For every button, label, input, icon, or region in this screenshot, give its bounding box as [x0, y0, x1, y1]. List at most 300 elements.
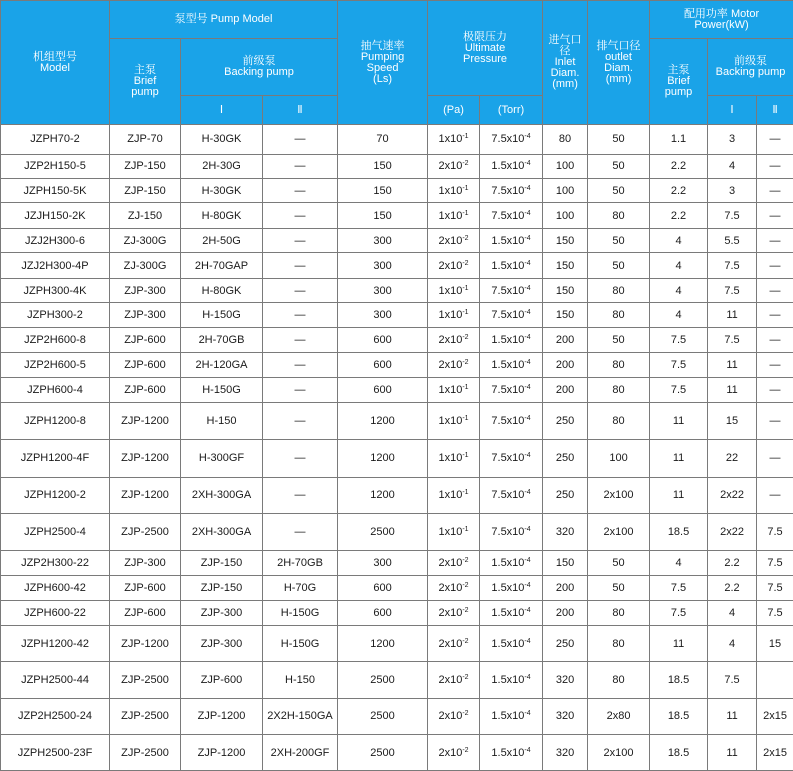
main-pump-cell: ZJP-70: [110, 125, 181, 155]
table-row: [1, 698, 793, 735]
model-cell: JZPH2500-4: [1, 514, 110, 551]
main-pump-cell: ZJP-150: [110, 154, 181, 178]
inlet-diameter-cell: 150: [543, 278, 588, 302]
outlet-diameter-cell: 80: [588, 203, 650, 228]
inlet-diameter-cell: 250: [543, 403, 588, 440]
motor-backing-1-power-cell: 4: [708, 154, 757, 178]
outlet-diameter-cell: 50: [588, 179, 650, 203]
motor-backing-1-power-cell: 22: [708, 439, 757, 477]
outlet-diameter-cell: 80: [588, 600, 650, 625]
backing-pump-2-cell: —: [263, 303, 338, 327]
backing-pump-1-cell: 2XH-300GA: [181, 514, 263, 551]
main-pump-cell: ZJP-300: [110, 303, 181, 327]
motor-backing-1-power-cell: 4: [708, 600, 757, 625]
main-pump-cell: ZJP-600: [110, 576, 181, 600]
torr-pressure-cell: $1.5x10^{-4}$: [480, 576, 543, 600]
main-pump-cell: ZJP-2500: [110, 661, 181, 698]
table-row: [1, 179, 793, 203]
backing-pump-2-cell: —: [263, 253, 338, 278]
backing-pump-2-cell: H-70G: [263, 576, 338, 600]
torr-pressure-cell: $1.5x10^{-4}$: [480, 253, 543, 278]
header-inlet-diameter: 进气口 径 Inlet Diam. (mm): [543, 1, 588, 125]
torr-pressure-cell: $7.5x10^{-4}$: [480, 377, 543, 402]
inlet-diameter-cell: 250: [543, 477, 588, 514]
outlet-diameter-cell: 80: [588, 403, 650, 440]
table-row: [1, 514, 793, 551]
motor-backing-2-power-cell: —: [757, 179, 793, 203]
inlet-diameter-cell: 100: [543, 203, 588, 228]
backing-pump-2-cell: 2H-70GB: [263, 550, 338, 575]
table-row: [1, 439, 793, 477]
outlet-diameter-cell: 2x100: [588, 514, 650, 551]
motor-backing-2-power-cell: —: [757, 377, 793, 402]
table-row: [1, 353, 793, 377]
torr-pressure-cell: $7.5x10^{-4}$: [480, 514, 543, 551]
motor-main-power-cell: 11: [650, 403, 708, 440]
backing-pump-2-cell: —: [263, 278, 338, 302]
motor-backing-1-power-cell: 2.2: [708, 550, 757, 575]
torr-pressure-cell: $7.5x10^{-4}$: [480, 125, 543, 155]
motor-backing-1-power-cell: 7.5: [708, 203, 757, 228]
pumping-speed-cell: 1200: [338, 439, 428, 477]
main-pump-cell: ZJP-300: [110, 278, 181, 302]
table-row: [1, 377, 793, 402]
backing-pump-2-cell: —: [263, 179, 338, 203]
header-pa-unit: (Pa): [428, 96, 480, 125]
pumping-speed-cell: 2500: [338, 514, 428, 551]
motor-backing-1-power-cell: 11: [708, 698, 757, 735]
motor-backing-1-power-cell: 2x22: [708, 477, 757, 514]
outlet-diameter-cell: 50: [588, 228, 650, 252]
motor-main-power-cell: 4: [650, 253, 708, 278]
motor-main-power-cell: 11: [650, 626, 708, 662]
motor-backing-1-power-cell: 15: [708, 403, 757, 440]
motor-main-power-cell: 4: [650, 303, 708, 327]
torr-pressure-cell: $1.5x10^{-4}$: [480, 353, 543, 377]
torr-pressure-cell: $7.5x10^{-4}$: [480, 203, 543, 228]
inlet-diameter-cell: 200: [543, 600, 588, 625]
motor-main-power-cell: 2.2: [650, 179, 708, 203]
main-pump-cell: ZJP-600: [110, 377, 181, 402]
backing-pump-1-cell: H-80GK: [181, 278, 263, 302]
outlet-diameter-cell: 80: [588, 661, 650, 698]
torr-pressure-cell: $1.5x10^{-4}$: [480, 600, 543, 625]
outlet-diameter-cell: 50: [588, 576, 650, 600]
pa-pressure-cell: $2x10^{-2}$: [428, 253, 480, 278]
model-cell: JZPH70-2: [1, 125, 110, 155]
table-row: [1, 403, 793, 440]
header-ultimate-pressure: 极限压力 Ultimate Pressure: [428, 1, 543, 96]
torr-pressure-cell: $1.5x10^{-4}$: [480, 698, 543, 735]
outlet-diameter-cell: 80: [588, 353, 650, 377]
backing-pump-2-cell: H-150G: [263, 626, 338, 662]
table-row: [1, 203, 793, 228]
header-unit-model: 机组型号 Model: [1, 1, 110, 125]
main-pump-cell: ZJP-300: [110, 550, 181, 575]
motor-backing-2-power-cell: 7.5: [757, 514, 793, 551]
motor-backing-1-power-cell: 7.5: [708, 278, 757, 302]
header-motor-main-pump: 主泵 Brief pump: [650, 39, 708, 125]
pumping-speed-cell: 70: [338, 125, 428, 155]
torr-pressure-cell: $1.5x10^{-4}$: [480, 735, 543, 771]
pa-pressure-cell: $2x10^{-2}$: [428, 154, 480, 178]
main-pump-cell: ZJP-2500: [110, 735, 181, 771]
torr-pressure-cell: $1.5x10^{-4}$: [480, 228, 543, 252]
motor-backing-2-power-cell: 7.5: [757, 576, 793, 600]
motor-main-power-cell: 7.5: [650, 600, 708, 625]
backing-pump-1-cell: H-300GF: [181, 439, 263, 477]
pumping-speed-cell: 600: [338, 353, 428, 377]
pa-pressure-cell: $2x10^{-2}$: [428, 661, 480, 698]
torr-pressure-cell: $1.5x10^{-4}$: [480, 327, 543, 352]
inlet-diameter-cell: 200: [543, 377, 588, 402]
torr-pressure-cell: $7.5x10^{-4}$: [480, 278, 543, 302]
table-row: [1, 600, 793, 625]
pa-pressure-cell: $1x10^{-1}$: [428, 278, 480, 302]
motor-backing-2-power-cell: [757, 661, 793, 698]
inlet-diameter-cell: 320: [543, 735, 588, 771]
motor-backing-2-power-cell: —: [757, 253, 793, 278]
torr-pressure-cell: $7.5x10^{-4}$: [480, 403, 543, 440]
motor-main-power-cell: 2.2: [650, 154, 708, 178]
model-cell: JZJ2H300-6: [1, 228, 110, 252]
model-cell: JZPH600-22: [1, 600, 110, 625]
pa-pressure-cell: $1x10^{-1}$: [428, 377, 480, 402]
backing-pump-2-cell: 2X2H-150GA: [263, 698, 338, 735]
backing-pump-1-cell: ZJP-300: [181, 626, 263, 662]
motor-backing-2-power-cell: —: [757, 327, 793, 352]
motor-backing-2-power-cell: —: [757, 203, 793, 228]
pumping-speed-cell: 1200: [338, 477, 428, 514]
motor-backing-1-power-cell: 4: [708, 626, 757, 662]
model-cell: JZJ2H300-4P: [1, 253, 110, 278]
outlet-diameter-cell: 50: [588, 154, 650, 178]
backing-pump-1-cell: ZJP-300: [181, 600, 263, 625]
pumping-speed-cell: 1200: [338, 403, 428, 440]
spec-table-body: [1, 125, 793, 771]
backing-pump-2-cell: —: [263, 154, 338, 178]
pa-pressure-cell: $2x10^{-2}$: [428, 626, 480, 662]
motor-backing-2-power-cell: —: [757, 125, 793, 155]
inlet-diameter-cell: 320: [543, 698, 588, 735]
outlet-diameter-cell: 2x100: [588, 477, 650, 514]
table-row: [1, 154, 793, 178]
motor-main-power-cell: 18.5: [650, 735, 708, 771]
motor-backing-1-power-cell: 11: [708, 303, 757, 327]
inlet-diameter-cell: 250: [543, 626, 588, 662]
backing-pump-1-cell: ZJP-150: [181, 576, 263, 600]
motor-main-power-cell: 2.2: [650, 203, 708, 228]
pumping-speed-cell: 600: [338, 576, 428, 600]
motor-backing-1-power-cell: 7.5: [708, 661, 757, 698]
outlet-diameter-cell: 80: [588, 303, 650, 327]
main-pump-cell: ZJP-600: [110, 600, 181, 625]
motor-backing-2-power-cell: 7.5: [757, 600, 793, 625]
main-pump-cell: ZJ-300G: [110, 228, 181, 252]
outlet-diameter-cell: 50: [588, 125, 650, 155]
main-pump-cell: ZJP-1200: [110, 439, 181, 477]
motor-backing-1-power-cell: 11: [708, 353, 757, 377]
motor-backing-2-power-cell: 15: [757, 626, 793, 662]
backing-pump-2-cell: —: [263, 327, 338, 352]
motor-main-power-cell: 1.1: [650, 125, 708, 155]
torr-pressure-cell: $7.5x10^{-4}$: [480, 179, 543, 203]
outlet-diameter-cell: 80: [588, 626, 650, 662]
motor-backing-1-power-cell: 3: [708, 125, 757, 155]
motor-main-power-cell: 18.5: [650, 514, 708, 551]
inlet-diameter-cell: 150: [543, 228, 588, 252]
backing-pump-1-cell: 2H-70GB: [181, 327, 263, 352]
backing-pump-1-cell: H-80GK: [181, 203, 263, 228]
main-pump-cell: ZJP-2500: [110, 698, 181, 735]
header-torr-unit: (Torr): [480, 96, 543, 125]
outlet-diameter-cell: 100: [588, 439, 650, 477]
table-row: [1, 125, 793, 155]
torr-pressure-cell: $1.5x10^{-4}$: [480, 661, 543, 698]
pumping-speed-cell: 300: [338, 550, 428, 575]
model-cell: JZP2H2500-24: [1, 698, 110, 735]
pa-pressure-cell: $1x10^{-1}$: [428, 179, 480, 203]
header-pump-model: 泵型号 Pump Model: [110, 1, 338, 39]
pa-pressure-cell: $2x10^{-2}$: [428, 353, 480, 377]
model-cell: JZPH150-5K: [1, 179, 110, 203]
motor-backing-1-power-cell: 5.5: [708, 228, 757, 252]
table-row: [1, 303, 793, 327]
header-stage-2: Ⅱ: [263, 96, 338, 125]
pa-pressure-cell: $1x10^{-1}$: [428, 303, 480, 327]
pumping-speed-cell: 300: [338, 278, 428, 302]
backing-pump-1-cell: 2H-70GAP: [181, 253, 263, 278]
backing-pump-2-cell: 2XH-200GF: [263, 735, 338, 771]
pa-pressure-cell: $2x10^{-2}$: [428, 600, 480, 625]
torr-pressure-cell: $7.5x10^{-4}$: [480, 439, 543, 477]
model-cell: JZPH600-42: [1, 576, 110, 600]
backing-pump-2-cell: —: [263, 353, 338, 377]
header-motor-stage-2: Ⅱ: [757, 96, 793, 125]
header-pumping-speed: 抽气速率 Pumping Speed (Ls): [338, 1, 428, 125]
motor-backing-2-power-cell: —: [757, 154, 793, 178]
main-pump-cell: ZJP-1200: [110, 626, 181, 662]
pa-pressure-cell: $2x10^{-2}$: [428, 576, 480, 600]
pumping-speed-cell: 300: [338, 253, 428, 278]
inlet-diameter-cell: 200: [543, 576, 588, 600]
model-cell: JZPH1200-8: [1, 403, 110, 440]
motor-main-power-cell: 18.5: [650, 661, 708, 698]
motor-backing-2-power-cell: 2x15: [757, 735, 793, 771]
motor-backing-2-power-cell: —: [757, 353, 793, 377]
motor-backing-2-power-cell: —: [757, 228, 793, 252]
backing-pump-1-cell: ZJP-1200: [181, 698, 263, 735]
inlet-diameter-cell: 200: [543, 327, 588, 352]
torr-pressure-cell: $1.5x10^{-4}$: [480, 550, 543, 575]
inlet-diameter-cell: 100: [543, 154, 588, 178]
model-cell: JZPH600-4: [1, 377, 110, 402]
backing-pump-1-cell: H-150: [181, 403, 263, 440]
motor-backing-2-power-cell: —: [757, 477, 793, 514]
motor-main-power-cell: 7.5: [650, 377, 708, 402]
main-pump-cell: ZJP-600: [110, 327, 181, 352]
pumping-speed-cell: 600: [338, 600, 428, 625]
header-motor-power: 配用功率 Motor Power(kW): [650, 1, 793, 39]
motor-backing-1-power-cell: 2.2: [708, 576, 757, 600]
pumping-speed-cell: 2500: [338, 661, 428, 698]
torr-pressure-cell: $1.5x10^{-4}$: [480, 154, 543, 178]
motor-backing-1-power-cell: 11: [708, 735, 757, 771]
inlet-diameter-cell: 100: [543, 179, 588, 203]
backing-pump-1-cell: ZJP-150: [181, 550, 263, 575]
model-cell: JZPH1200-42: [1, 626, 110, 662]
backing-pump-1-cell: ZJP-1200: [181, 735, 263, 771]
main-pump-cell: ZJP-150: [110, 179, 181, 203]
pumping-speed-cell: 600: [338, 327, 428, 352]
header-outlet-diameter: 排气口径 outlet Diam. (mm): [588, 1, 650, 125]
table-row: [1, 550, 793, 575]
pumping-speed-cell: 300: [338, 303, 428, 327]
motor-backing-2-power-cell: —: [757, 403, 793, 440]
pa-pressure-cell: $1x10^{-1}$: [428, 514, 480, 551]
main-pump-cell: ZJ-300G: [110, 253, 181, 278]
table-row: [1, 477, 793, 514]
outlet-diameter-cell: 2x80: [588, 698, 650, 735]
backing-pump-1-cell: H-30GK: [181, 179, 263, 203]
backing-pump-2-cell: H-150G: [263, 600, 338, 625]
motor-backing-1-power-cell: 7.5: [708, 253, 757, 278]
motor-backing-2-power-cell: —: [757, 303, 793, 327]
torr-pressure-cell: $7.5x10^{-4}$: [480, 303, 543, 327]
inlet-diameter-cell: 80: [543, 125, 588, 155]
pa-pressure-cell: $1x10^{-1}$: [428, 125, 480, 155]
main-pump-cell: ZJP-2500: [110, 514, 181, 551]
pumping-speed-cell: 150: [338, 154, 428, 178]
inlet-diameter-cell: 150: [543, 253, 588, 278]
table-row: [1, 735, 793, 771]
outlet-diameter-cell: 50: [588, 253, 650, 278]
outlet-diameter-cell: 80: [588, 377, 650, 402]
main-pump-cell: ZJP-600: [110, 353, 181, 377]
motor-main-power-cell: 4: [650, 550, 708, 575]
inlet-diameter-cell: 150: [543, 550, 588, 575]
torr-pressure-cell: $7.5x10^{-4}$: [480, 477, 543, 514]
header-motor-stage-1: Ⅰ: [708, 96, 757, 125]
pa-pressure-cell: $2x10^{-2}$: [428, 735, 480, 771]
model-cell: JZPH300-4K: [1, 278, 110, 302]
pumping-speed-cell: 600: [338, 377, 428, 402]
backing-pump-1-cell: H-30GK: [181, 125, 263, 155]
motor-main-power-cell: 11: [650, 439, 708, 477]
inlet-diameter-cell: 250: [543, 439, 588, 477]
backing-pump-1-cell: 2H-30G: [181, 154, 263, 178]
model-cell: JZP2H600-8: [1, 327, 110, 352]
header-backing-pump: 前级泵 Backing pump: [181, 39, 338, 96]
model-cell: JZPH1200-4F: [1, 439, 110, 477]
motor-main-power-cell: 4: [650, 228, 708, 252]
model-cell: JZPH2500-23F: [1, 735, 110, 771]
pa-pressure-cell: $1x10^{-1}$: [428, 403, 480, 440]
pa-pressure-cell: $1x10^{-1}$: [428, 477, 480, 514]
backing-pump-1-cell: 2H-120GA: [181, 353, 263, 377]
pumping-speed-cell: 1200: [338, 626, 428, 662]
outlet-diameter-cell: 50: [588, 327, 650, 352]
motor-backing-1-power-cell: 3: [708, 179, 757, 203]
motor-backing-1-power-cell: 2x22: [708, 514, 757, 551]
inlet-diameter-cell: 320: [543, 661, 588, 698]
pa-pressure-cell: $1x10^{-1}$: [428, 439, 480, 477]
pumping-speed-cell: 150: [338, 179, 428, 203]
motor-backing-2-power-cell: 7.5: [757, 550, 793, 575]
header-stage-1: Ⅰ: [181, 96, 263, 125]
main-pump-cell: ZJ-150: [110, 203, 181, 228]
model-cell: JZP2H150-5: [1, 154, 110, 178]
model-cell: JZJH150-2K: [1, 203, 110, 228]
backing-pump-1-cell: 2H-50G: [181, 228, 263, 252]
motor-main-power-cell: 7.5: [650, 327, 708, 352]
pumping-speed-cell: 2500: [338, 698, 428, 735]
header-main-pump: 主泵 Brief pump: [110, 39, 181, 125]
backing-pump-2-cell: —: [263, 125, 338, 155]
outlet-diameter-cell: 80: [588, 278, 650, 302]
backing-pump-2-cell: —: [263, 439, 338, 477]
table-row: [1, 661, 793, 698]
backing-pump-1-cell: ZJP-600: [181, 661, 263, 698]
table-row: [1, 253, 793, 278]
motor-backing-2-power-cell: 2x15: [757, 698, 793, 735]
pa-pressure-cell: $2x10^{-2}$: [428, 698, 480, 735]
backing-pump-2-cell: —: [263, 514, 338, 551]
model-cell: JZPH1200-2: [1, 477, 110, 514]
pa-pressure-cell: $2x10^{-2}$: [428, 228, 480, 252]
outlet-diameter-cell: 2x100: [588, 735, 650, 771]
model-cell: JZPH300-2: [1, 303, 110, 327]
backing-pump-2-cell: —: [263, 203, 338, 228]
model-cell: JZP2H300-22: [1, 550, 110, 575]
motor-backing-1-power-cell: 7.5: [708, 327, 757, 352]
table-row: [1, 228, 793, 252]
backing-pump-2-cell: H-150: [263, 661, 338, 698]
table-row: [1, 576, 793, 600]
main-pump-cell: ZJP-1200: [110, 403, 181, 440]
model-cell: JZPH2500-44: [1, 661, 110, 698]
inlet-diameter-cell: 150: [543, 303, 588, 327]
torr-pressure-cell: $1.5x10^{-4}$: [480, 626, 543, 662]
table-row: [1, 626, 793, 662]
pa-pressure-cell: $2x10^{-2}$: [428, 550, 480, 575]
backing-pump-1-cell: H-150G: [181, 377, 263, 402]
inlet-diameter-cell: 320: [543, 514, 588, 551]
pumping-speed-cell: 300: [338, 228, 428, 252]
model-cell: JZP2H600-5: [1, 353, 110, 377]
backing-pump-2-cell: —: [263, 228, 338, 252]
motor-main-power-cell: 4: [650, 278, 708, 302]
motor-backing-1-power-cell: 11: [708, 377, 757, 402]
table-row: [1, 278, 793, 302]
inlet-diameter-cell: 200: [543, 353, 588, 377]
motor-main-power-cell: 7.5: [650, 576, 708, 600]
backing-pump-1-cell: 2XH-300GA: [181, 477, 263, 514]
outlet-diameter-cell: 50: [588, 550, 650, 575]
backing-pump-1-cell: H-150G: [181, 303, 263, 327]
pa-pressure-cell: $1x10^{-1}$: [428, 203, 480, 228]
motor-main-power-cell: 11: [650, 477, 708, 514]
table-row: [1, 327, 793, 352]
motor-main-power-cell: 7.5: [650, 353, 708, 377]
backing-pump-2-cell: —: [263, 403, 338, 440]
header-motor-backing-pump: 前级泵 Backing pump: [708, 39, 793, 96]
backing-pump-2-cell: —: [263, 377, 338, 402]
motor-main-power-cell: 18.5: [650, 698, 708, 735]
pumping-speed-cell: 2500: [338, 735, 428, 771]
motor-backing-2-power-cell: —: [757, 278, 793, 302]
pumping-speed-cell: 150: [338, 203, 428, 228]
